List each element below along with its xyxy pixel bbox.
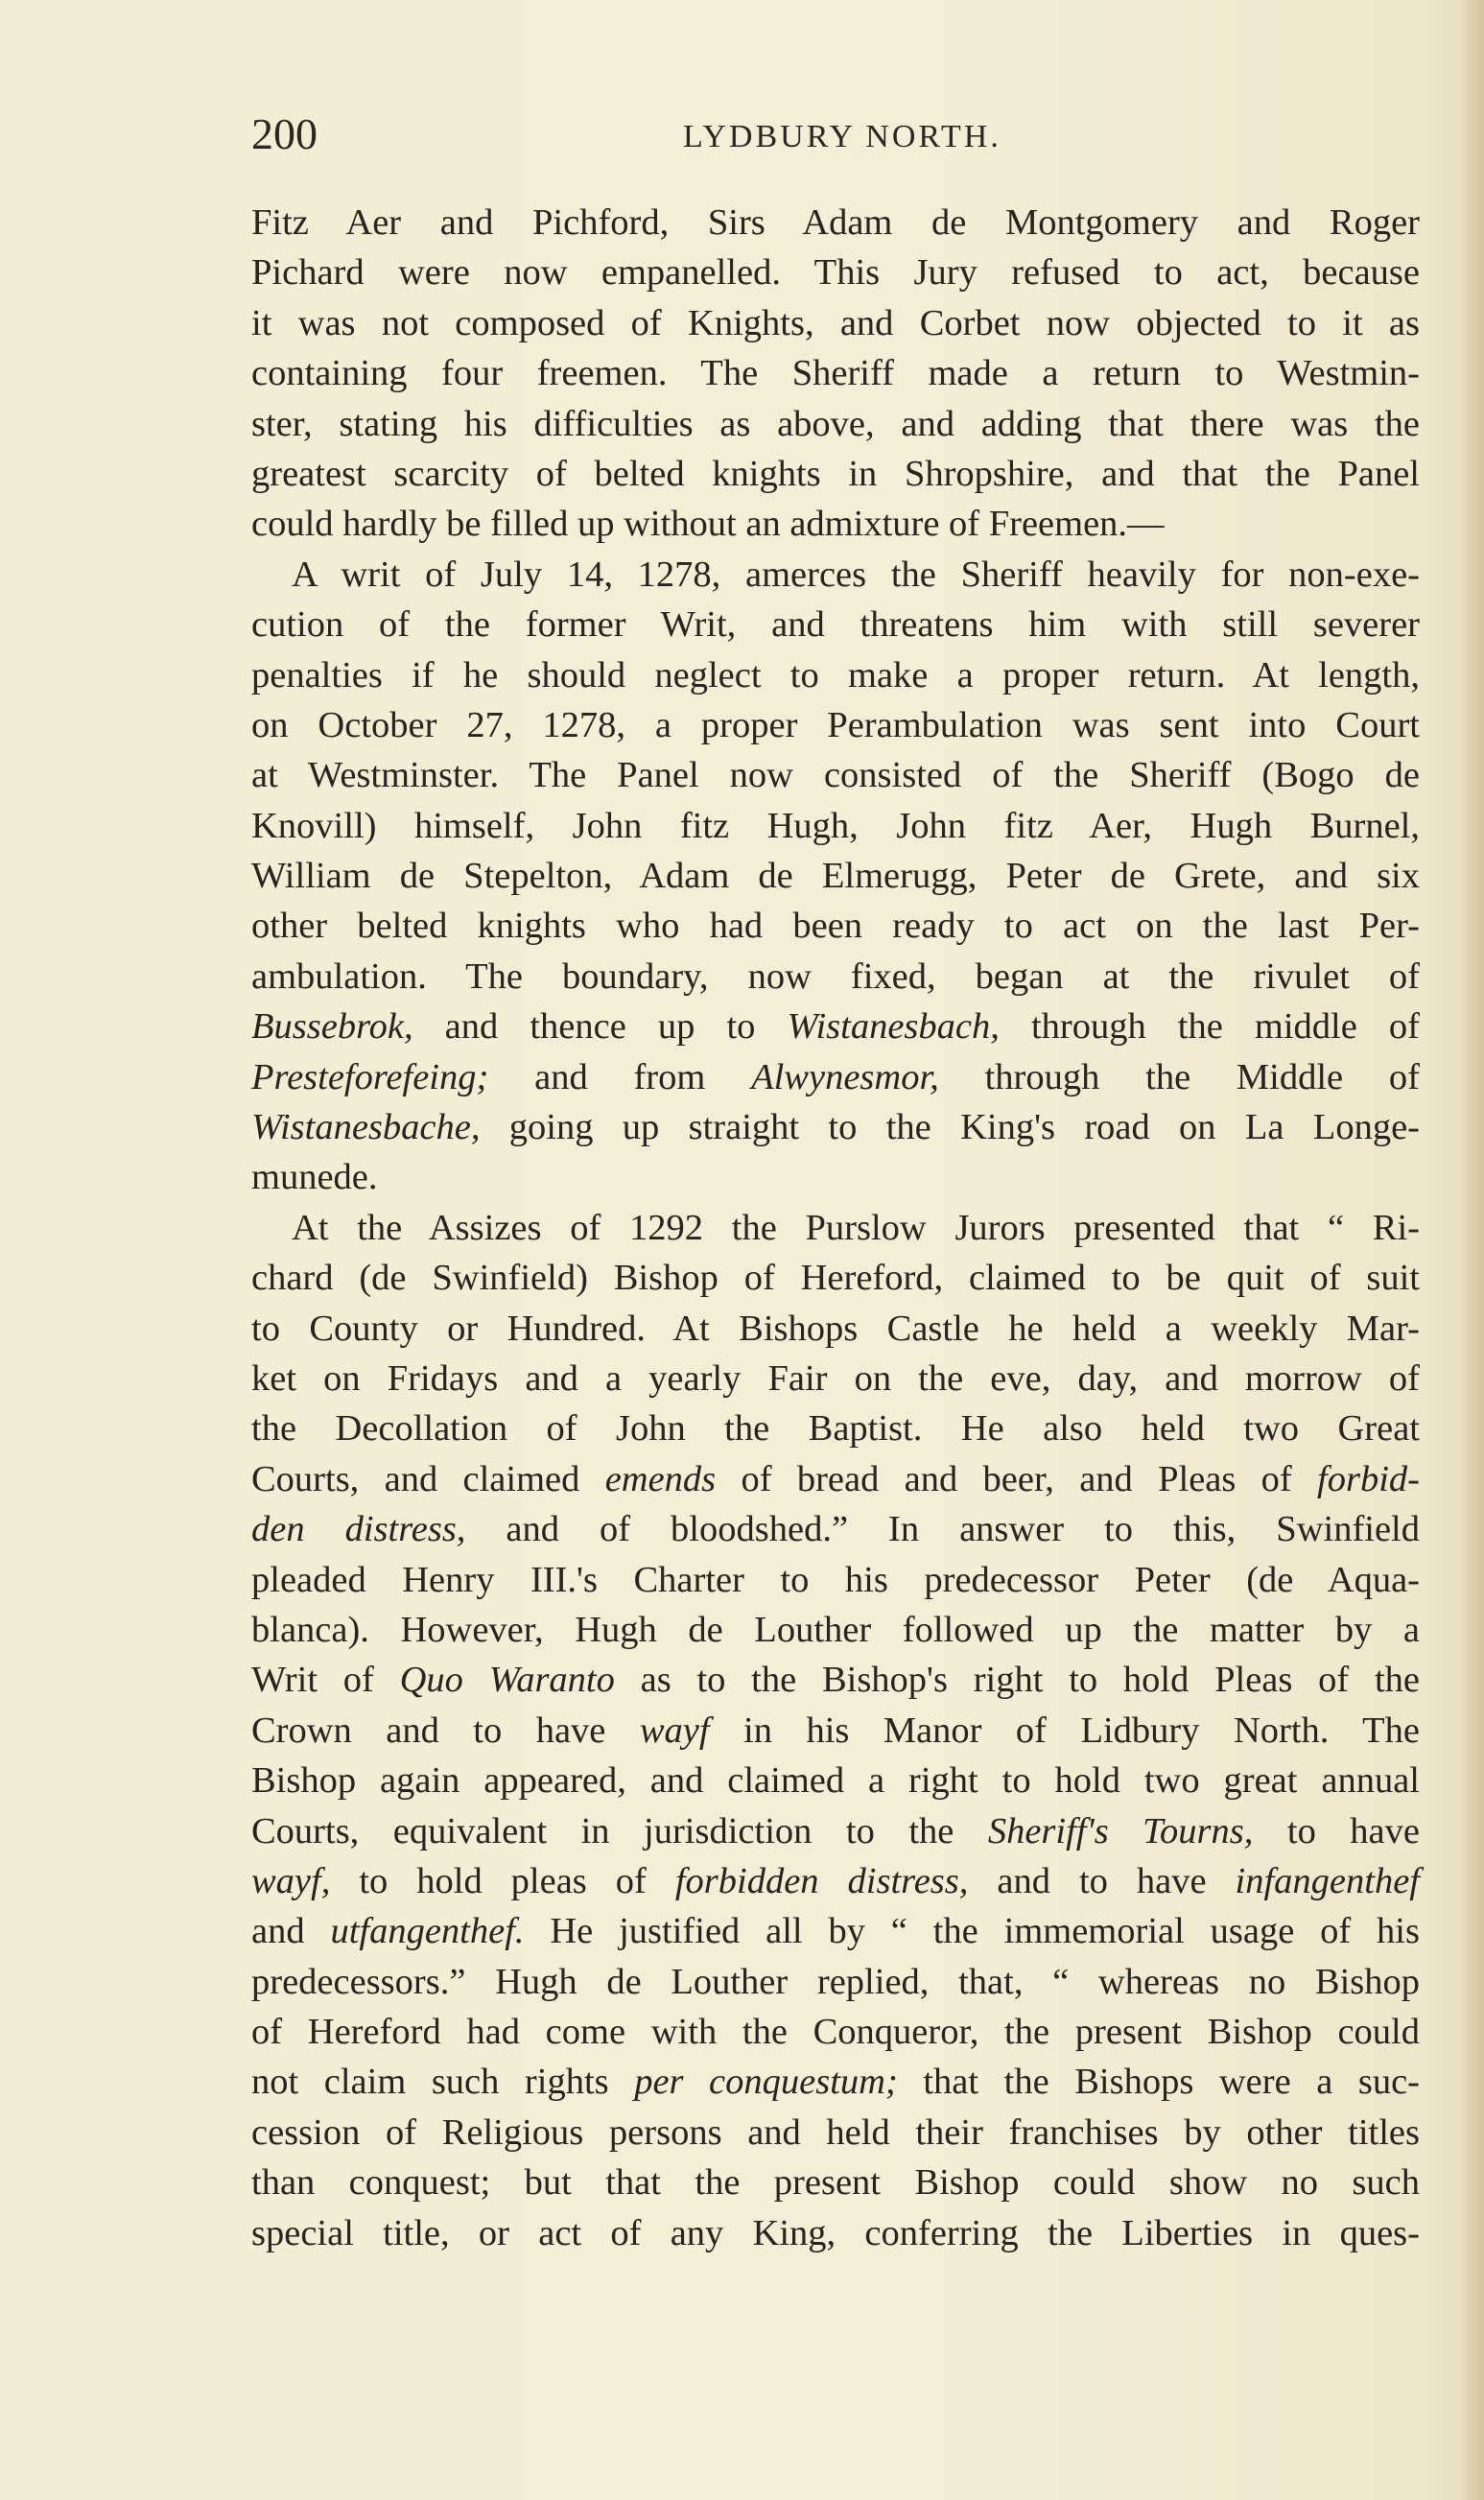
italic-phrase: emends xyxy=(604,1458,717,1499)
text-run: Writ of xyxy=(251,1660,400,1701)
italic-phrase: Sheriff's Tourns, xyxy=(987,1810,1254,1851)
text-run: Crown and to have xyxy=(251,1710,640,1751)
text-line: other belted knights who had been ready to act on the last Per- xyxy=(251,906,1420,947)
text-line: ster, stating his difficulties as above, and adding that there was the xyxy=(251,403,1420,444)
text-run: as to the Bishop's right to hold Pleas of the xyxy=(614,1660,1420,1701)
text-line xyxy=(251,1102,1420,1152)
text-line: At the Assizes of 1292 the Purslow Jurors presented that “ Ri- xyxy=(292,1207,1420,1248)
text-run: through the middle of xyxy=(999,1006,1420,1048)
italic-phrase: wayf, xyxy=(251,1860,331,1901)
page-number: 200 xyxy=(251,109,318,158)
text-line: special title, or act of any King, conferring the Liberties in ques- xyxy=(251,2212,1420,2253)
page-edge xyxy=(1459,0,1484,2500)
text-line xyxy=(251,1706,1420,1756)
running-title: LYDBURY NORTH. xyxy=(683,119,1001,154)
text-line: Knovill) himself, John fitz Hugh, John fitz Aer, Hugh Burnel, xyxy=(251,805,1420,846)
italic-phrase: Bussebrok, xyxy=(251,1006,413,1048)
text-line: penalties if he should neglect to make a proper return. At length, xyxy=(251,654,1420,696)
text-run: to have xyxy=(1253,1810,1420,1851)
text-line: could hardly be filled up without an admixture of Freemen.— xyxy=(251,504,1165,545)
text-line xyxy=(251,1052,1420,1102)
text-line: pleaded Henry III.'s Charter to his predecessor Peter (de Aqua- xyxy=(251,1559,1420,1600)
italic-phrase: Wistanesbache, xyxy=(251,1107,481,1148)
text-run: not claim such rights xyxy=(251,2062,635,2103)
text-line: chard (de Swinfield) Bishop of Hereford, claimed to be quit of suit xyxy=(251,1258,1420,1299)
text-line: to County or Hundred. At Bishops Castle he held a weekly Mar- xyxy=(251,1308,1420,1349)
italic-phrase: wayf xyxy=(639,1710,710,1751)
text-line: at Westminster. The Panel now consisted of the Sheriff (Bogo de xyxy=(251,755,1420,796)
text-line xyxy=(251,1655,1420,1705)
text-line: munede. xyxy=(251,1157,378,1198)
text-line xyxy=(251,1504,1420,1554)
text-line xyxy=(251,1002,1420,1051)
text-run: and thence up to xyxy=(412,1006,788,1048)
text-run: and from xyxy=(488,1056,752,1097)
text-line: on October 27, 1278, a proper Perambulation was sent into Court xyxy=(251,704,1420,745)
text-run: to hold pleas of xyxy=(330,1860,675,1901)
text-line: than conquest; but that the present Bishop could show no such xyxy=(251,2162,1420,2204)
text-run: and xyxy=(251,1911,331,1952)
italic-phrase: Wistanesbach, xyxy=(787,1006,1000,1048)
text-line: the Decollation of John the Baptist. He also held two Great xyxy=(251,1408,1420,1450)
italic-phrase: per conquestum; xyxy=(634,2062,898,2103)
italic-phrase: Presteforefeing; xyxy=(251,1056,489,1097)
text-run: through the Middle of xyxy=(938,1056,1420,1097)
text-run: of bread and beer, and Pleas of xyxy=(716,1458,1318,1499)
italic-phrase: den distress, xyxy=(251,1509,466,1550)
text-line xyxy=(251,1906,1420,1956)
text-run: and of bloodshed.” In answer to this, Swinfield xyxy=(465,1509,1420,1550)
text-line: ket on Fridays and a yearly Fair on the eve, day, and morrow of xyxy=(251,1357,1420,1399)
text-run: in his Manor of Lidbury North. The xyxy=(709,1710,1421,1751)
text-line: it was not composed of Knights, and Corbet now objected to it as xyxy=(251,302,1420,343)
text-line xyxy=(251,1454,1420,1504)
italic-phrase: infangenthef xyxy=(1235,1860,1420,1901)
italic-phrase: forbid- xyxy=(1317,1458,1420,1499)
italic-phrase: Alwynesmor, xyxy=(751,1056,939,1097)
text-run: and to have xyxy=(968,1860,1236,1901)
text-line: of Hereford had come with the Conqueror, the present Bishop could xyxy=(251,2012,1420,2053)
text-line: ambulation. The boundary, now fixed, began at the rivulet of xyxy=(251,955,1420,997)
text-line: containing four freemen. The Sheriff made a return to Westmin- xyxy=(251,353,1420,394)
text-line: William de Stepelton, Adam de Elmerugg, Peter de Grete, and six xyxy=(251,856,1420,897)
italic-phrase: Quo Waranto xyxy=(399,1660,615,1701)
text-line: cession of Religious persons and held their franchises by other titles xyxy=(251,2111,1420,2153)
body-text xyxy=(251,198,1420,2258)
text-run: Courts, and claimed xyxy=(251,1458,605,1499)
text-line xyxy=(251,1856,1420,1906)
text-line: cution of the former Writ, and threatens him with still severer xyxy=(251,604,1420,646)
italic-phrase: utfangenthef. xyxy=(330,1911,525,1952)
text-line: predecessors.” Hugh de Louther replied, that, “ whereas no Bishop xyxy=(251,1961,1420,2002)
text-line xyxy=(251,2057,1420,2107)
text-line: blanca). However, Hugh de Louther followed up the matter by a xyxy=(251,1609,1420,1650)
text-run: Courts, equivalent in jurisdiction to the xyxy=(251,1810,988,1851)
text-run: that the Bishops were a suc- xyxy=(897,2062,1420,2103)
running-head xyxy=(251,107,1470,165)
text-line xyxy=(251,1806,1420,1856)
text-line: Pichard were now empanelled. This Jury refused to act, because xyxy=(251,252,1420,294)
text-line: Fitz Aer and Pichford, Sirs Adam de Montgomery and Roger xyxy=(251,202,1420,243)
text-run: going up straight to the King's road on La Longe- xyxy=(480,1107,1420,1148)
text-line: A writ of July 14, 1278, amerces the Sheriff heavily for non-exe- xyxy=(292,554,1420,595)
text-line: greatest scarcity of belted knights in Shropshire, and that the Panel xyxy=(251,453,1420,494)
italic-phrase: forbidden distress, xyxy=(674,1860,969,1901)
text-line: Bishop again appeared, and claimed a right to hold two great annual xyxy=(251,1760,1420,1802)
text-run: He justified all by “ the immemorial usage of his xyxy=(524,1911,1420,1952)
